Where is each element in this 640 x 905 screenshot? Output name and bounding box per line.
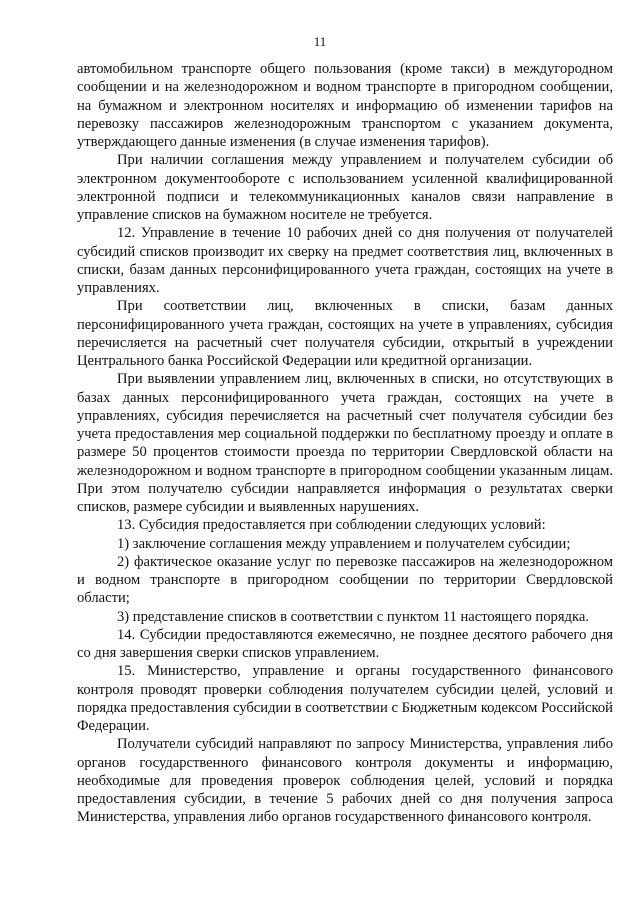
paragraph-mismatch-handling: При выявлении управлением лиц, включенных в списки, но отсутствующих в базах данных персонифицированного учета граждан, состоящих на учете в управлениях, субсидия перечисляется на расчетный счет получателя субсидии без учета предоставления мер социальной поддержки по бесплатному проезду и оплате в размере 50 процентов стоимости проезда по территории Свердловской области на железнодорожном и водном транспорте в пригородном сообщении указанным лицам. При этом получателю субсидии направляется информация о результатах сверки списков, размере субсидии и выявленных нарушениях.: [77, 371, 613, 515]
condition-1: 1) заключение соглашения между управлением и получателем субсидии;: [117, 535, 571, 552]
paragraph-compliance-transfer: При соответствии лиц, включенных в списки, базам данных персонифицированного учета граждан, состоящих на учете в управлениях, субсидия перечисляется на расчетный счет получателя субсидии, открытый в учреждении Центрального банка Российской Федерации или кредитной организации.: [77, 298, 613, 369]
paragraph-13-conditions: 13. Субсидия предоставляется при соблюдении следующих условий:: [117, 517, 546, 534]
paragraph-electronic-workflow: При наличии соглашения между управлением и получателем субсидии об электронном документообороте с использованием усиленной квалифицированной электронной подписи и телекоммуникационных каналов связи направление в управление списков на бумажном носителе не требуется.: [77, 152, 613, 223]
paragraph-12-verification: 12. Управление в течение 10 рабочих дней со дня получения от получателей субсидий списков производит их сверку на предмет соответствия лиц, включенных в списки, базам данных персонифицированного учета граждан, состоящих на учете в управлениях.: [77, 225, 613, 296]
paragraph-14-monthly: 14. Субсидии предоставляются ежемесячно, не позднее десятого рабочего дня со дня завершения сверки списков управлением.: [77, 626, 613, 661]
condition-2: 2) фактическое оказание услуг по перевозке пассажиров на железнодорожном и водном транспорте в пригородном сообщении по территории Свердловской области;: [77, 553, 613, 607]
document-body: [77, 60, 613, 827]
paragraph-15-inspections: 15. Министерство, управление и органы государственного финансового контроля проводят проверки соблюдения получателем субсидии целей, условий и порядка предоставления субсидии в соответствии с Бюджетным кодексом Российской Федерации.: [77, 663, 613, 734]
page-number: 11: [313, 34, 327, 49]
paragraph-documents-request: Получатели субсидий направляют по запросу Министерства, управления либо органов государственного финансового контроля документы и информацию, необходимые для проведения проверок соблюдения целей, условий и порядка предоставления субсидии, в течение 5 рабочих дней со дня получения запроса Министерства, управления либо органов государственного финансового контроля.: [77, 736, 613, 826]
condition-3: 3) представление списков в соответствии с пунктом 11 настоящего порядка.: [117, 608, 589, 625]
paragraph-continuation: автомобильном транспорте общего пользования (кроме такси) в междугородном сообщении и на железнодорожном и водном транспорте в пригородном сообщении, на бумажном и электронном носителях и информацию об изменении тарифов на перевозку пассажиров железнодорожным транспортом с указанием документа, утверждающего данные изменения (в случае изменения тарифов).: [77, 61, 613, 150]
